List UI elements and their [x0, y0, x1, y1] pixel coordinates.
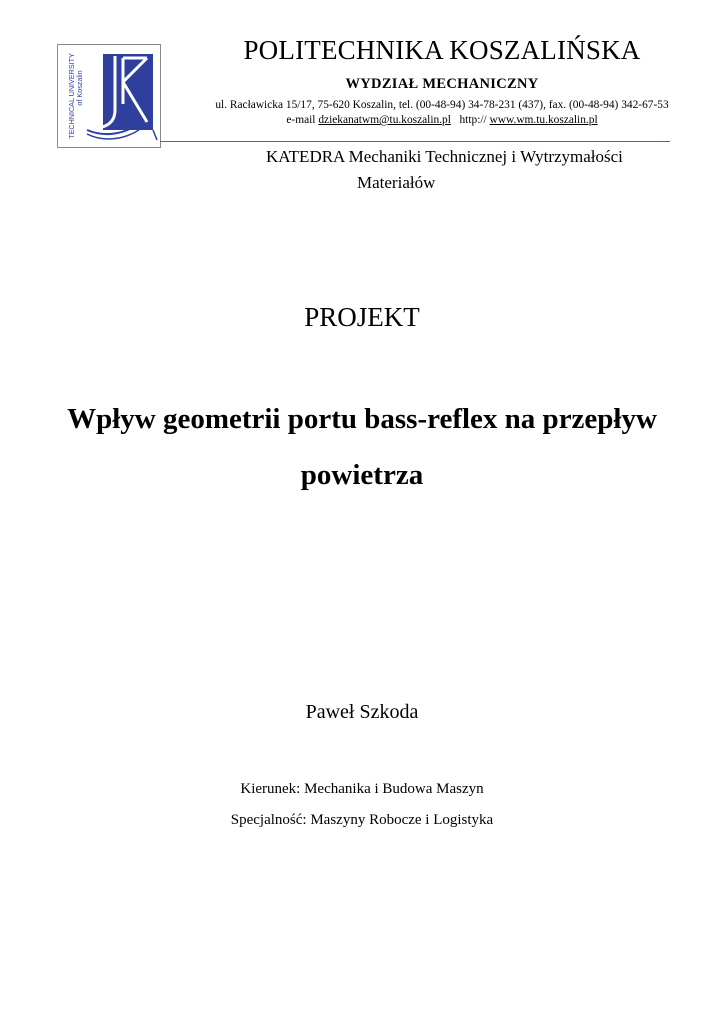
logo-text-line2: of Koszalin [75, 70, 84, 106]
specialization: Specjalność: Maszyny Robocze i Logistyka [230, 812, 494, 828]
field-of-study: Kierunek: Mechanika i Budowa Maszyn [240, 781, 484, 797]
email-link[interactable]: dziekanatwm@tu.koszalin.pl [318, 114, 451, 126]
logo-text-line1: TECHNICAL UNIVERSITY [67, 53, 76, 139]
faculty-name: WYDZIAŁ MECHANICZNY [345, 76, 539, 92]
department-line1: KATEDRA Mechaniki Technicznej i Wytrzymałości [266, 147, 623, 166]
website-link[interactable]: www.wm.tu.koszalin.pl [489, 114, 598, 126]
document-title-line1: Wpływ geometrii portu bass-reflex na przepływ [67, 403, 657, 435]
author-name: Paweł Szkoda [305, 701, 419, 723]
header-divider [160, 141, 670, 142]
document-type: PROJEKT [304, 302, 420, 332]
faculty-address: ul. Racławicka 15/17, 75-620 Koszalin, tel. (00-48-94) 34-78-231 (437), fax. (00-48-94) 342-67-53 [215, 99, 669, 111]
university-logo-icon [57, 44, 161, 148]
document-title-line2: powietrza [300, 459, 424, 491]
university-name: POLITECHNIKA KOSZALIŃSKA [243, 35, 641, 65]
department-line2: Materiałów [357, 173, 436, 192]
http-prefix: http:// [459, 114, 490, 126]
email-prefix: e-mail [286, 114, 319, 126]
faculty-contact [160, 113, 724, 127]
